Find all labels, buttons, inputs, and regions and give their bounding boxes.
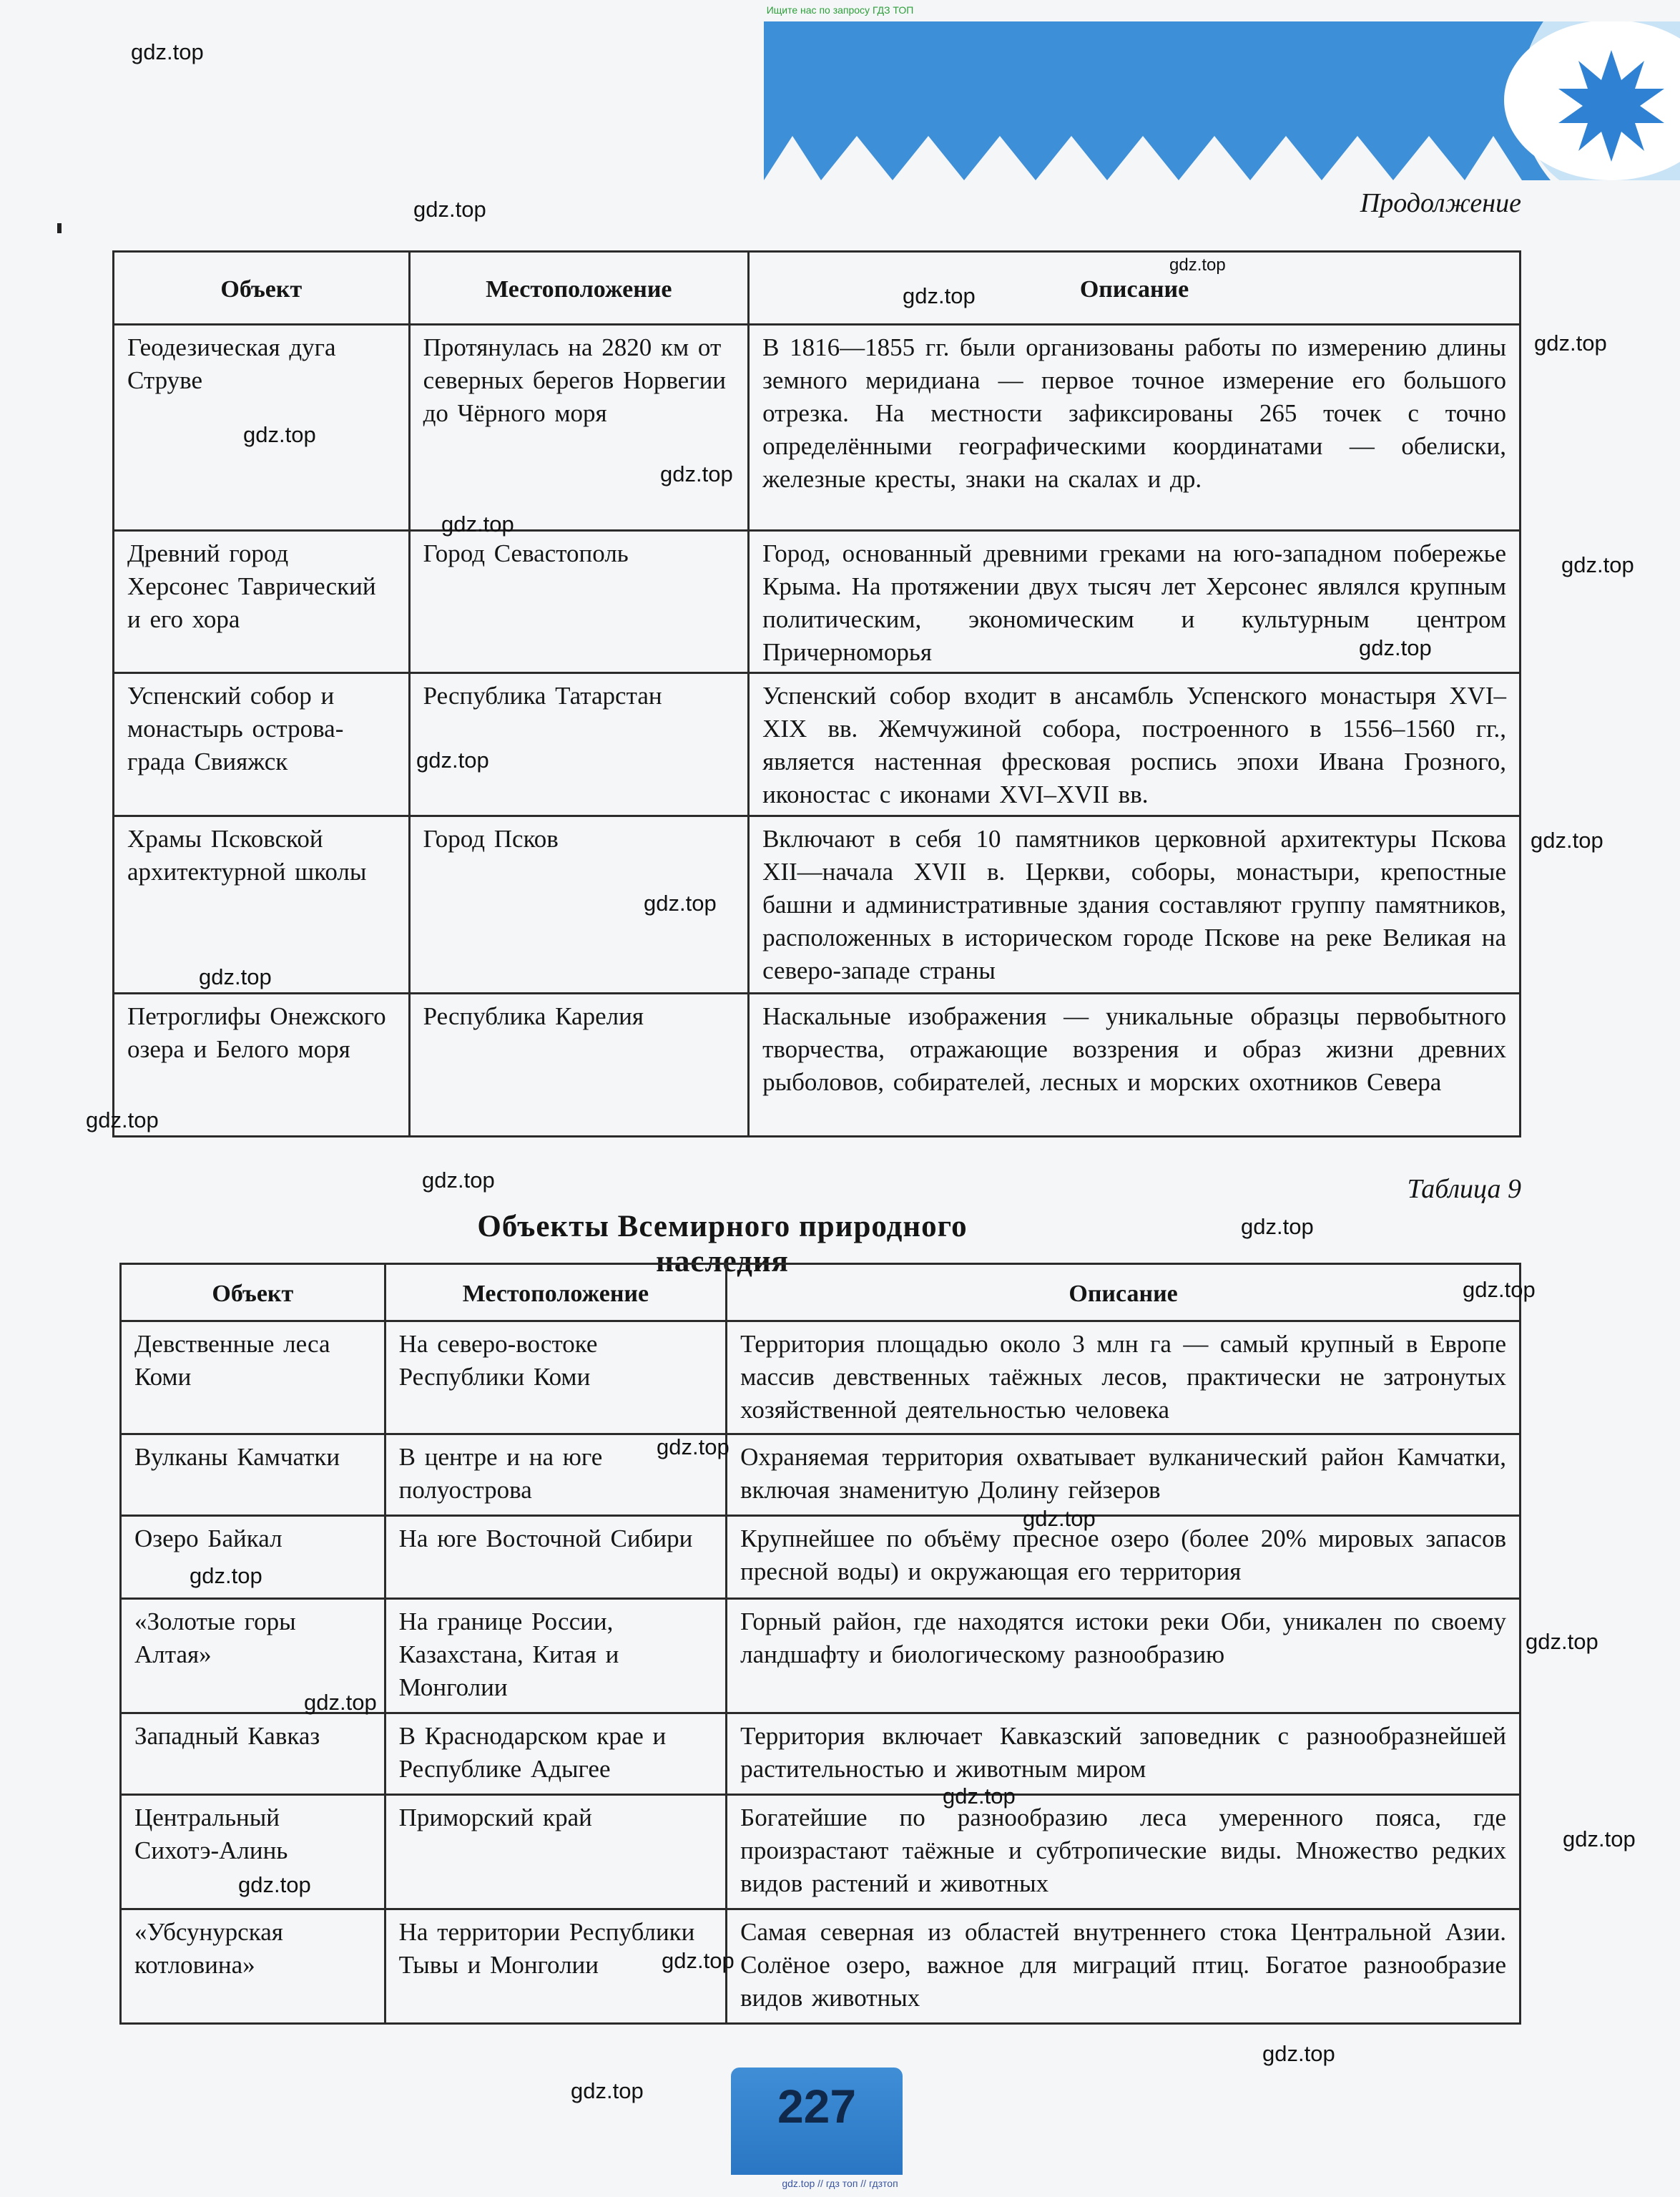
watermark: gdz.top [1463, 1277, 1536, 1302]
table-number-label: Таблица 9 [1407, 1174, 1521, 1204]
watermark: gdz.top [1534, 331, 1607, 356]
cell-description: Крупнейшее по объёму пресное озеро (более 20% мировых запасов пресной воды) и окружающая его территория [727, 1516, 1521, 1599]
cell-object: Храмы Псковской архитектурной школы [114, 816, 410, 994]
cell-location: На границе России, Казахстана, Китая и Монголии [385, 1599, 727, 1713]
table-row [121, 1321, 1521, 1434]
watermark: gdz.top [1241, 1214, 1314, 1239]
table-row [121, 1713, 1521, 1795]
table-row [114, 325, 1521, 531]
cell-object: Геодезическая дуга Струве [114, 325, 410, 531]
watermark: gdz.top [660, 461, 733, 486]
watermark: gdz.top [199, 964, 272, 989]
watermark: gdz.top [190, 1563, 262, 1588]
cell-description: Наскальные изображения — уникальные образцы первобытного творчества, отражающие воззрения и образ жизни древних рыболовов, собирателей, лесных и морских охотников Севера [749, 994, 1521, 1137]
table-row [114, 673, 1521, 816]
cell-description: Богатейшие по разнообразию леса умеренного пояса, где произрастают таёжные и субтропические виды. Множество редких видов растений и животных [727, 1795, 1521, 1909]
cell-location: Протянулась на 2820 км от северных берегов Норвегии до Чёрного моря [409, 325, 749, 531]
watermark: gdz.top [422, 1168, 495, 1193]
watermark: gdz.top [1169, 255, 1226, 275]
cell-location: В центре и на юге полуострова [385, 1434, 727, 1516]
watermark: gdz.top [131, 39, 204, 64]
column-header-description: Описание [727, 1264, 1521, 1321]
table-row [114, 994, 1521, 1137]
watermark: gdz.top [644, 891, 717, 916]
table-header-row [114, 252, 1521, 325]
column-header-object: Объект [121, 1264, 385, 1321]
cell-description: Успенский собор входит в ансамбль Успенского монастыря XVI–XIX вв. Жемчужиной собора, построенного в 1556–1560 гг., является настенная фресковая роспись эпохи Ивана Грозного, иконостас с иконами XVI–XVII вв. [749, 673, 1521, 816]
heritage-cultural-table [112, 250, 1521, 1137]
cell-description: В 1816—1855 гг. были организованы работы по измерению длины земного меридиана — первое точное измерение его большого отрезка. На местности зафиксированы 265 точек с точно определёнными географическими координатами — обелиски, железные кресты, знаки на скалах и др. [749, 325, 1521, 531]
watermark: gdz.top [1526, 1629, 1598, 1654]
cell-location: В Краснодарском крае и Республике Адыгее [385, 1713, 727, 1795]
cell-description: Город, основанный древними греками на юго-западном побережье Крыма. На протяжении двух тысяч лет Херсонес являлся крупным политическим, экономическим и культурным центром Причерноморья [749, 531, 1521, 673]
top-link[interactable]: Ищите нас по запросу ГДЗ ТОП [766, 4, 914, 16]
margin-mark [57, 223, 62, 233]
column-header-object: Объект [114, 252, 410, 325]
watermark: gdz.top [943, 1783, 1016, 1809]
cell-object: «Золотые горы Алтая» [121, 1599, 385, 1713]
watermark: gdz.top [1531, 828, 1603, 853]
column-header-location: Местоположение [409, 252, 749, 325]
cell-description: Охраняемая территория охватывает вулканический район Камчатки, включая знаменитую Долину гейзеров [727, 1434, 1521, 1516]
watermark: gdz.top [243, 422, 316, 447]
cell-location: На юге Восточной Сибири [385, 1516, 727, 1599]
cell-location: На северо-востоке Республики Коми [385, 1321, 727, 1434]
table-row [121, 1434, 1521, 1516]
watermark: gdz.top [304, 1690, 377, 1715]
cell-object: Девственные леса Коми [121, 1321, 385, 1434]
table-header-row [121, 1264, 1521, 1321]
column-header-description: Описание [749, 252, 1521, 325]
cell-location: Город Севастополь [409, 531, 749, 673]
cell-location: На территории Республики Тывы и Монголии [385, 1909, 727, 2024]
continuation-label: Продолжение [1360, 188, 1521, 218]
watermark: gdz.top [441, 512, 514, 537]
watermark: gdz.top [657, 1434, 730, 1459]
cell-object: «Убсунурская котловина» [121, 1909, 385, 2024]
watermark: gdz.top [416, 748, 489, 773]
watermark: gdz.top [86, 1107, 159, 1132]
decorative-banner [764, 21, 1680, 180]
watermark: gdz.top [571, 2078, 644, 2103]
heritage-natural-table [119, 1263, 1521, 2025]
cell-description: Самая северная из областей внутреннего стока Центральной Азии. Солёное озеро, важное для миграций птиц. Богатое разнообразие видов животных [727, 1909, 1521, 2024]
watermark: gdz.top [903, 283, 976, 308]
table-row [121, 1516, 1521, 1599]
cell-location: Город Псков [409, 816, 749, 994]
watermark: gdz.top [1359, 635, 1432, 660]
cell-object: Центральный Сихотэ-Алинь [121, 1795, 385, 1909]
column-header-location: Местоположение [385, 1264, 727, 1321]
cell-object: Озеро Байкал [121, 1516, 385, 1599]
cell-object: Успенский собор и монастырь острова-града Свияжск [114, 673, 410, 816]
table-row [121, 1795, 1521, 1909]
watermark: gdz.top [413, 197, 486, 222]
watermark: gdz.top [238, 1872, 311, 1897]
table-row [114, 816, 1521, 994]
table-row [114, 531, 1521, 673]
cell-description: Территория включает Кавказский заповедник с разнообразнейшей растительностью и животным миром [727, 1713, 1521, 1795]
cell-location: Республика Карелия [409, 994, 749, 1137]
cell-description: Территория площадью около 3 млн га — самый крупный в Европе массив девственных таёжных лесов, практически не затронутых хозяйственной деятельностью человека [727, 1321, 1521, 1434]
watermark: gdz.top [1023, 1506, 1096, 1531]
cell-description: Включают в себя 10 памятников церковной архитектуры Пскова XII—начала XVII в. Церкви, соборы, монастыри, крепостные башни и административные здания составляют группу памятников, расположенных в историческом городе Пскове на реке Великая на северо-западе страны [749, 816, 1521, 994]
page-number: 227 [777, 2080, 857, 2133]
watermark: gdz.top [1262, 2041, 1335, 2066]
watermark: gdz.top [1563, 1826, 1636, 1851]
cell-object: Петроглифы Онежского озера и Белого моря [114, 994, 410, 1137]
cell-object: Древний город Херсонес Таврический и его хора [114, 531, 410, 673]
cell-object: Вулканы Камчатки [121, 1434, 385, 1516]
bottom-link[interactable]: gdz.top // гдз топ // гдзтоп [782, 2178, 898, 2189]
watermark: gdz.top [662, 1948, 735, 1973]
cell-location: Приморский край [385, 1795, 727, 1909]
cell-object: Западный Кавказ [121, 1713, 385, 1795]
cell-description: Горный район, где находятся истоки реки Оби, уникален по своему ландшафту и биологическому разнообразию [727, 1599, 1521, 1713]
table-title: Объекты Всемирного природного наследия [477, 1210, 968, 1278]
watermark: gdz.top [1561, 552, 1634, 577]
table-row [121, 1909, 1521, 2024]
cell-location: Республика Татарстан [409, 673, 749, 816]
